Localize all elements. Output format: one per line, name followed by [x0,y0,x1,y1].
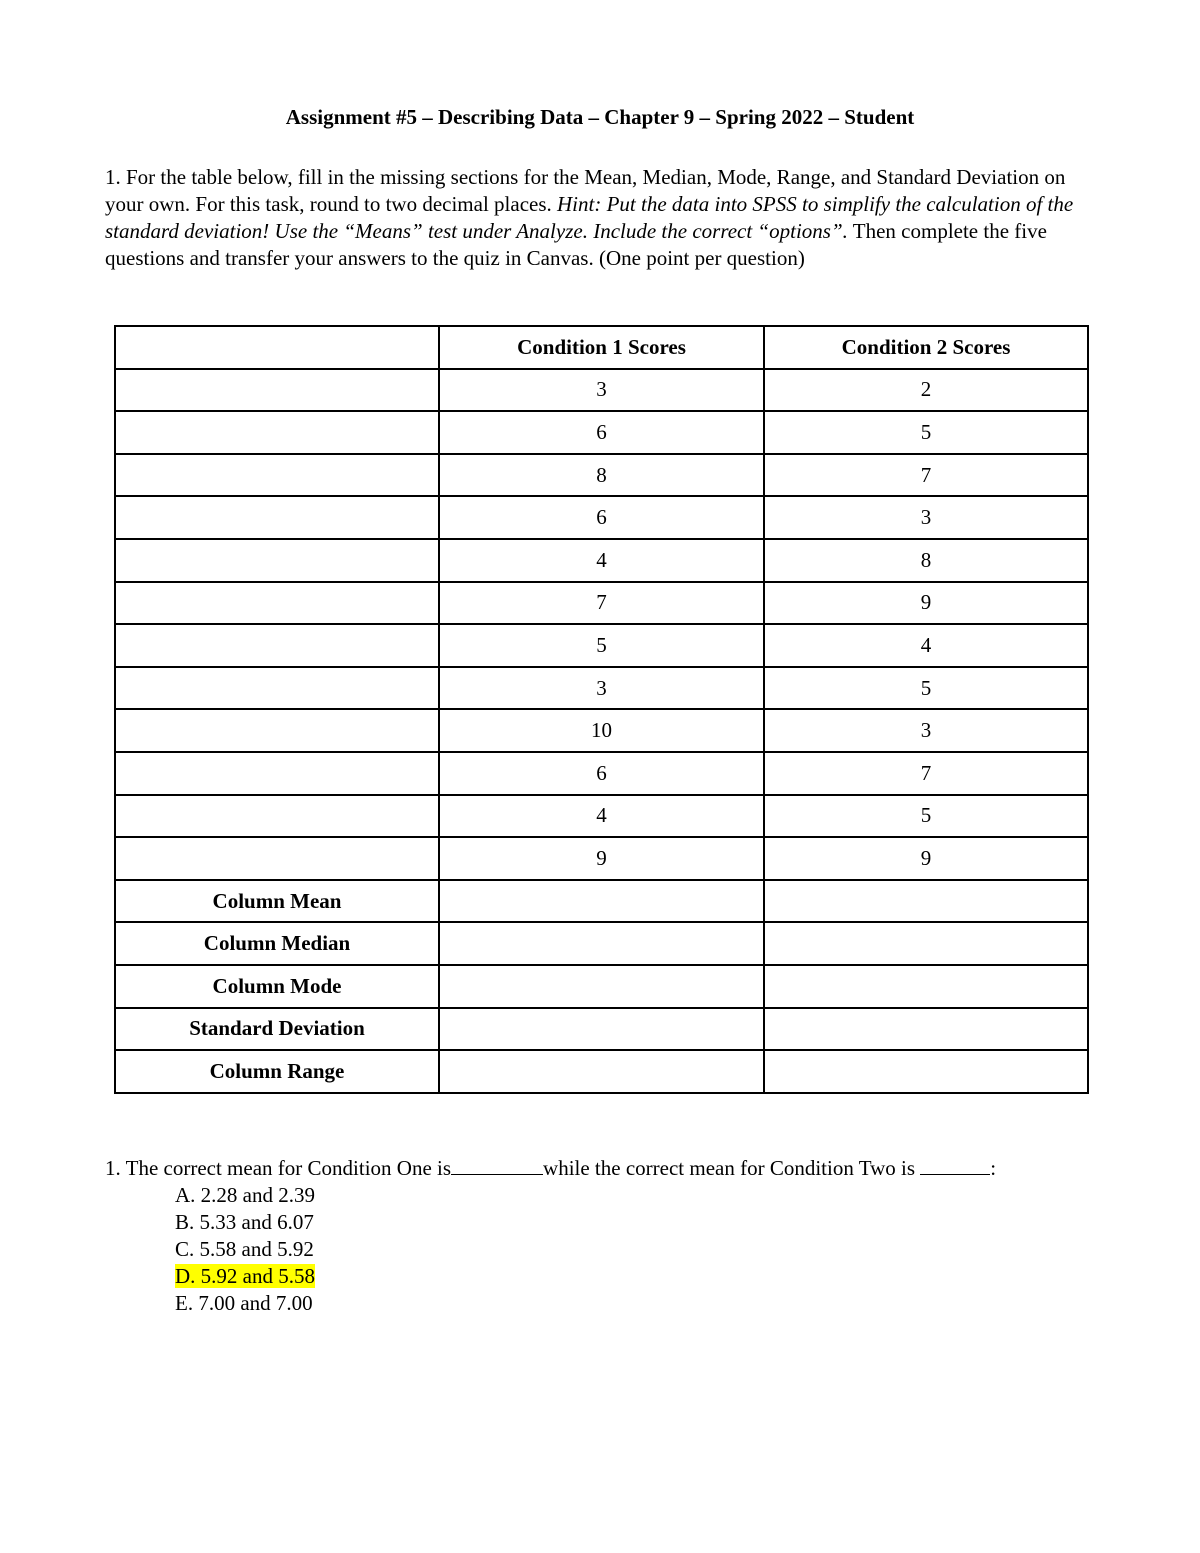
summary-answer-cell-condition-1 [439,1050,764,1093]
summary-row [115,1050,1088,1093]
instructions-text-end: Then complete the five questions and transfer your answers to the quiz in Canvas. (One point per question) [105,219,1047,270]
table-row [115,667,1088,710]
score-cell-condition-1: 10 [439,709,764,752]
row-label-cell [115,837,439,880]
score-cell-condition-1: 3 [439,369,764,412]
summary-answer-cell-condition-2 [764,880,1088,923]
score-cell-condition-2: 5 [764,667,1088,710]
summary-label-cell: Column Mode [115,965,439,1008]
score-cell-condition-2: 4 [764,624,1088,667]
summary-answer-cell-condition-2 [764,1008,1088,1051]
question-1-text-a: 1. The correct mean for Condition One is [105,1156,452,1180]
instructions-hint: Hint: Put the data into SPSS to simplify the calculation of the standard deviation! Use the “Means” test under Analyze. Include the correct “options”. [105,192,1074,243]
summary-answer-cell-condition-2 [764,1050,1088,1093]
table-row [115,539,1088,582]
table-header-condition-1: Condition 1 Scores [439,326,764,369]
table-row [115,795,1088,838]
question-1-text-b: while the correct mean for Condition Two is [543,1156,921,1180]
answer-blank-2 [920,1156,990,1175]
score-cell-condition-2: 5 [764,411,1088,454]
table-header-condition-2: Condition 2 Scores [764,326,1088,369]
row-label-cell [115,667,439,710]
score-cell-condition-2: 5 [764,795,1088,838]
table-header-row [115,326,1088,369]
score-cell-condition-1: 6 [439,411,764,454]
summary-label-cell: Column Mean [115,880,439,923]
table-row [115,709,1088,752]
score-cell-condition-2: 3 [764,496,1088,539]
summary-label-cell: Column Range [115,1050,439,1093]
table-row [115,411,1088,454]
score-cell-condition-2: 8 [764,539,1088,582]
score-cell-condition-1: 9 [439,837,764,880]
instructions-text: 1. For the table below, fill in the missing sections for the Mean, Median, Mode, Range, and Standard Deviation on your own. For this task, round to two decimal places. [105,165,1066,216]
question-1-stem [105,1155,1105,1182]
score-cell-condition-2: 3 [764,709,1088,752]
answer-option-label: A. 2.28 and 2.39 [175,1183,315,1207]
table-body [115,369,1088,1093]
answer-blank-1 [451,1156,543,1175]
summary-row [115,1008,1088,1051]
table-row [115,624,1088,667]
summary-answer-cell-condition-1 [439,965,764,1008]
table-row [115,837,1088,880]
table-row [115,369,1088,412]
score-cell-condition-1: 6 [439,496,764,539]
row-label-cell [115,582,439,625]
score-cell-condition-1: 3 [439,667,764,710]
summary-label-cell: Column Median [115,922,439,965]
score-cell-condition-2: 2 [764,369,1088,412]
summary-answer-cell-condition-2 [764,965,1088,1008]
table-row [115,752,1088,795]
summary-label-cell: Standard Deviation [115,1008,439,1051]
table-row [115,582,1088,625]
row-label-cell [115,411,439,454]
score-cell-condition-2: 7 [764,454,1088,497]
table-header-blank [115,326,439,369]
summary-answer-cell-condition-2 [764,922,1088,965]
row-label-cell [115,624,439,667]
score-cell-condition-2: 7 [764,752,1088,795]
score-cell-condition-1: 5 [439,624,764,667]
answer-option-label: B. 5.33 and 6.07 [175,1210,314,1234]
summary-answer-cell-condition-1 [439,1008,764,1051]
instructions-paragraph [105,164,1090,272]
answer-option [175,1290,1105,1317]
document-title: Assignment #5 – Describing Data – Chapter 9 – Spring 2022 – Student [285,105,915,129]
score-cell-condition-2: 9 [764,582,1088,625]
table-row [115,496,1088,539]
answer-option-label: D. 5.92 and 5.58 [175,1264,315,1288]
row-label-cell [115,795,439,838]
answer-option [175,1236,1105,1263]
score-cell-condition-1: 4 [439,795,764,838]
summary-answer-cell-condition-1 [439,880,764,923]
question-1-text-c: : [990,1156,997,1180]
summary-row [115,880,1088,923]
score-cell-condition-1: 8 [439,454,764,497]
answer-option [175,1182,1105,1209]
scores-table [114,325,1089,1094]
answer-option-label: E. 7.00 and 7.00 [175,1291,313,1315]
row-label-cell [115,709,439,752]
answer-options [105,1182,1105,1317]
summary-row [115,922,1088,965]
answer-option [175,1209,1105,1236]
answer-option-label: C. 5.58 and 5.92 [175,1237,314,1261]
table-row [115,454,1088,497]
score-cell-condition-2: 9 [764,837,1088,880]
row-label-cell [115,454,439,497]
summary-row [115,965,1088,1008]
row-label-cell [115,539,439,582]
row-label-cell [115,496,439,539]
summary-answer-cell-condition-1 [439,922,764,965]
answer-option [175,1263,1105,1290]
score-cell-condition-1: 4 [439,539,764,582]
question-1 [105,1155,1105,1317]
score-cell-condition-1: 7 [439,582,764,625]
row-label-cell [115,752,439,795]
row-label-cell [115,369,439,412]
score-cell-condition-1: 6 [439,752,764,795]
